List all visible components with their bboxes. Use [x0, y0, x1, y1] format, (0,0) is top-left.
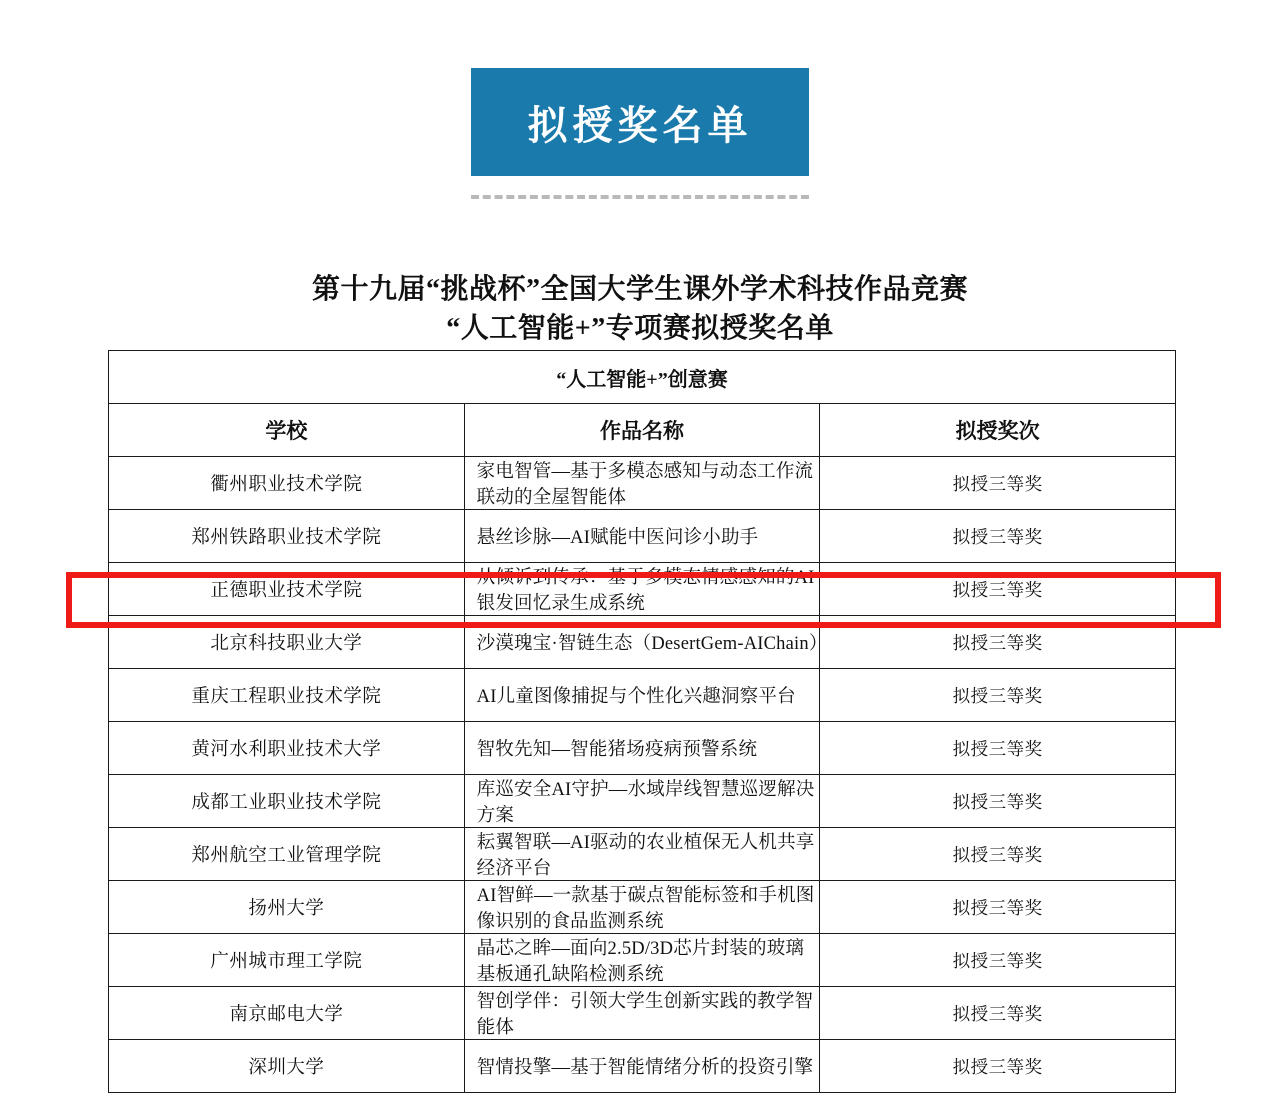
banner-title: 拟授奖名单: [527, 103, 753, 148]
cell-work: 智创学伴：引领大学生创新实践的教学智能体: [464, 987, 820, 1040]
table-row: [109, 987, 1176, 1040]
page-title-line-1: 第十九届“挑战杯”全国大学生课外学术科技作品竞赛: [311, 274, 968, 305]
cell-work: AI智鲜—一款基于碳点智能标签和手机图像识别的食品监测系统: [464, 881, 820, 934]
cell-work: 沙漠瑰宝·智链生态（DesertGem-AIChain）: [464, 616, 820, 669]
table-row-highlighted: [109, 563, 1176, 616]
award-table: [108, 350, 1176, 1093]
cell-award: 拟授三等奖: [820, 1040, 1176, 1093]
table-row: [109, 457, 1176, 510]
cell-school: 黄河水利职业技术大学: [109, 722, 465, 775]
cell-school: 深圳大学: [109, 1040, 465, 1093]
column-header-award: 拟授奖次: [820, 404, 1176, 457]
table-row: [109, 1040, 1176, 1093]
cell-award: 拟授三等奖: [820, 775, 1176, 828]
table-row: [109, 828, 1176, 881]
cell-work: 从倾诉到传承：基于多模态情感感知的AI银发回忆录生成系统: [464, 563, 820, 616]
dashed-divider: [471, 195, 809, 199]
cell-work: 库巡安全AI守护—水域岸线智慧巡逻解决方案: [464, 775, 820, 828]
cell-work: 耘翼智联—AI驱动的农业植保无人机共享经济平台: [464, 828, 820, 881]
cell-school: 郑州航空工业管理学院: [109, 828, 465, 881]
cell-award: 拟授三等奖: [820, 722, 1176, 775]
cell-school: 郑州铁路职业技术学院: [109, 510, 465, 563]
cell-award: 拟授三等奖: [820, 457, 1176, 510]
table-row: [109, 881, 1176, 934]
cell-school: 南京邮电大学: [109, 987, 465, 1040]
cell-school: 正德职业技术学院: [109, 563, 465, 616]
cell-school: 成都工业职业技术学院: [109, 775, 465, 828]
table-category-row: [109, 351, 1176, 404]
award-table-body: [109, 351, 1176, 1093]
cell-award: 拟授三等奖: [820, 669, 1176, 722]
cell-award: 拟授三等奖: [820, 616, 1176, 669]
column-header-work: 作品名称: [464, 404, 820, 457]
table-row: [109, 934, 1176, 987]
cell-school: 北京科技职业大学: [109, 616, 465, 669]
cell-award: 拟授三等奖: [820, 934, 1176, 987]
cell-school: 扬州大学: [109, 881, 465, 934]
cell-work: 悬丝诊脉—AI赋能中医问诊小助手: [464, 510, 820, 563]
cell-award: 拟授三等奖: [820, 563, 1176, 616]
table-header-row: [109, 404, 1176, 457]
table-row: [109, 775, 1176, 828]
cell-award: 拟授三等奖: [820, 828, 1176, 881]
cell-award: 拟授三等奖: [820, 510, 1176, 563]
cell-work: 智情投擎—基于智能情绪分析的投资引擎: [464, 1040, 820, 1093]
cell-school: 广州城市理工学院: [109, 934, 465, 987]
banner-section: [0, 68, 1280, 199]
cell-work: 家电智管—基于多模态感知与动态工作流联动的全屋智能体: [464, 457, 820, 510]
page-title-line-2: “人工智能+”专项赛拟授奖名单: [446, 313, 834, 344]
table-category-label: “人工智能+”创意赛: [109, 351, 1176, 404]
column-header-school: 学校: [109, 404, 465, 457]
table-row: [109, 510, 1176, 563]
award-table-container: [108, 350, 1176, 1093]
cell-school: 衢州职业技术学院: [109, 457, 465, 510]
table-row: [109, 722, 1176, 775]
cell-award: 拟授三等奖: [820, 987, 1176, 1040]
table-row: [109, 616, 1176, 669]
cell-work: 智牧先知—智能猪场疫病预警系统: [464, 722, 820, 775]
cell-work: AI儿童图像捕捉与个性化兴趣洞察平台: [464, 669, 820, 722]
cell-school: 重庆工程职业技术学院: [109, 669, 465, 722]
page-title: [0, 270, 1280, 348]
cell-work: 晶芯之眸—面向2.5D/3D芯片封装的玻璃基板通孔缺陷检测系统: [464, 934, 820, 987]
cell-award: 拟授三等奖: [820, 881, 1176, 934]
table-row: [109, 669, 1176, 722]
banner-box: [471, 68, 809, 176]
